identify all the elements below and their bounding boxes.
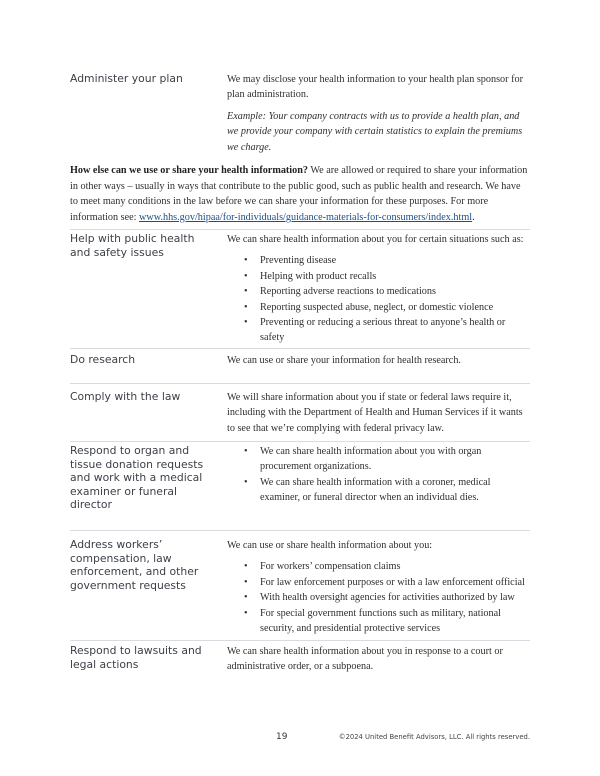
list-item-text: Helping with product recalls	[260, 270, 377, 282]
section-text: We can share health information about you for certain situations such as:	[227, 234, 524, 245]
section-content	[227, 644, 530, 675]
section-text: We can use or share your information for health research.	[227, 355, 461, 366]
bullet-icon: •	[244, 446, 248, 457]
list-item	[227, 444, 530, 475]
bullet-icon: •	[244, 576, 248, 588]
list-item-text: For special government functions such as military, national security, and presidential protective services	[260, 607, 501, 635]
bullet-icon: •	[244, 317, 248, 329]
list-item	[227, 590, 530, 605]
bullet-icon: •	[244, 301, 248, 313]
section-text: We will share information about you if state or federal laws require it, including with the Department of Health and Human Services if it wants to see that we’re complying with federal privacy law.	[227, 392, 523, 434]
section-label: Do research	[70, 353, 136, 366]
bullet-list	[227, 559, 530, 636]
list-item-text: Preventing disease	[260, 255, 337, 267]
intro-end: .	[472, 211, 475, 223]
divider	[70, 383, 530, 384]
intro-paragraph	[70, 163, 530, 225]
intro-body: We are allowed or required to share your information in other ways – usually in ways that contribute to the public good, such as public health and research. We have to meet many conditions in the law before we can share your information for these purposes. For more information see:	[70, 165, 528, 223]
list-item-text: Reporting adverse reactions to medications	[260, 286, 436, 298]
list-item	[227, 575, 530, 590]
list-item-text: We can share health information about you with organ procurement organizations.	[260, 446, 482, 473]
list-item	[227, 284, 530, 299]
list-item	[227, 606, 530, 637]
bullet-list	[227, 444, 530, 506]
list-item	[227, 269, 530, 284]
divider	[70, 348, 530, 349]
section-label: Help with public health and safety issues	[70, 232, 195, 259]
list-item-text: With health oversight agencies for activities authorized by law	[260, 592, 515, 604]
section-content	[227, 72, 530, 155]
intro-heading: How else can we use or share your health information?	[70, 165, 308, 176]
section-content	[227, 390, 530, 436]
list-item-text: For workers’ compensation claims	[260, 561, 401, 573]
hhs-link[interactable]: www.hhs.gov/hipaa/for-individuals/guidance-materials-for-consumers/index.html	[139, 211, 473, 223]
bullet-icon: •	[244, 286, 248, 298]
list-item-text: Preventing or reducing a serious threat to anyone’s health or safety	[260, 317, 506, 344]
list-item	[227, 253, 530, 268]
bullet-icon: •	[244, 270, 248, 282]
section-text: We can use or share health information about you:	[227, 540, 433, 551]
bullet-icon: •	[244, 561, 248, 573]
list-item-text: For law enforcement purposes or with a law enforcement official	[260, 576, 525, 588]
section-content	[227, 538, 530, 636]
section-text: We may disclose your health information to your health plan sponsor for plan administration.	[227, 74, 523, 101]
page-number: 19	[276, 732, 288, 742]
section-label: Administer your plan	[70, 72, 183, 85]
list-item	[227, 300, 530, 315]
section-label: Comply with the law	[70, 390, 181, 403]
copyright-notice: ©2024 United Benefit Advisors, LLC. All rights reserved.	[338, 733, 530, 741]
bullet-icon: •	[244, 607, 248, 619]
divider	[70, 640, 530, 641]
section-content	[227, 353, 530, 368]
divider	[70, 441, 530, 442]
list-item-text: Reporting suspected abuse, neglect, or domestic violence	[260, 301, 494, 313]
section-label: Address workers’ compensation, law enforcement, and other government requests	[70, 538, 199, 592]
section-label: Respond to lawsuits and legal actions	[70, 644, 202, 671]
section-example: Example: Your company contracts with us to provide a health plan, and we provide your company with certain statistics to explain the premiums we charge.	[227, 110, 523, 153]
list-item	[227, 475, 530, 506]
divider	[70, 229, 530, 230]
list-item	[227, 559, 530, 574]
bullet-icon: •	[244, 592, 248, 604]
divider	[70, 530, 530, 531]
bullet-list	[227, 253, 530, 345]
bullet-icon: •	[244, 255, 248, 267]
bullet-icon: •	[244, 476, 248, 488]
list-item-text: We can share health information with a coroner, medical examiner, or funeral director when an individual dies.	[260, 476, 491, 504]
section-label: Respond to organ and tissue donation requests and work with a medical examiner or funeral director	[70, 444, 204, 512]
section-text: We can share health information about you in response to a court or administrative order, or a subpoena.	[227, 646, 503, 673]
section-content	[227, 232, 530, 346]
section-content	[227, 444, 530, 506]
list-item	[227, 315, 530, 346]
